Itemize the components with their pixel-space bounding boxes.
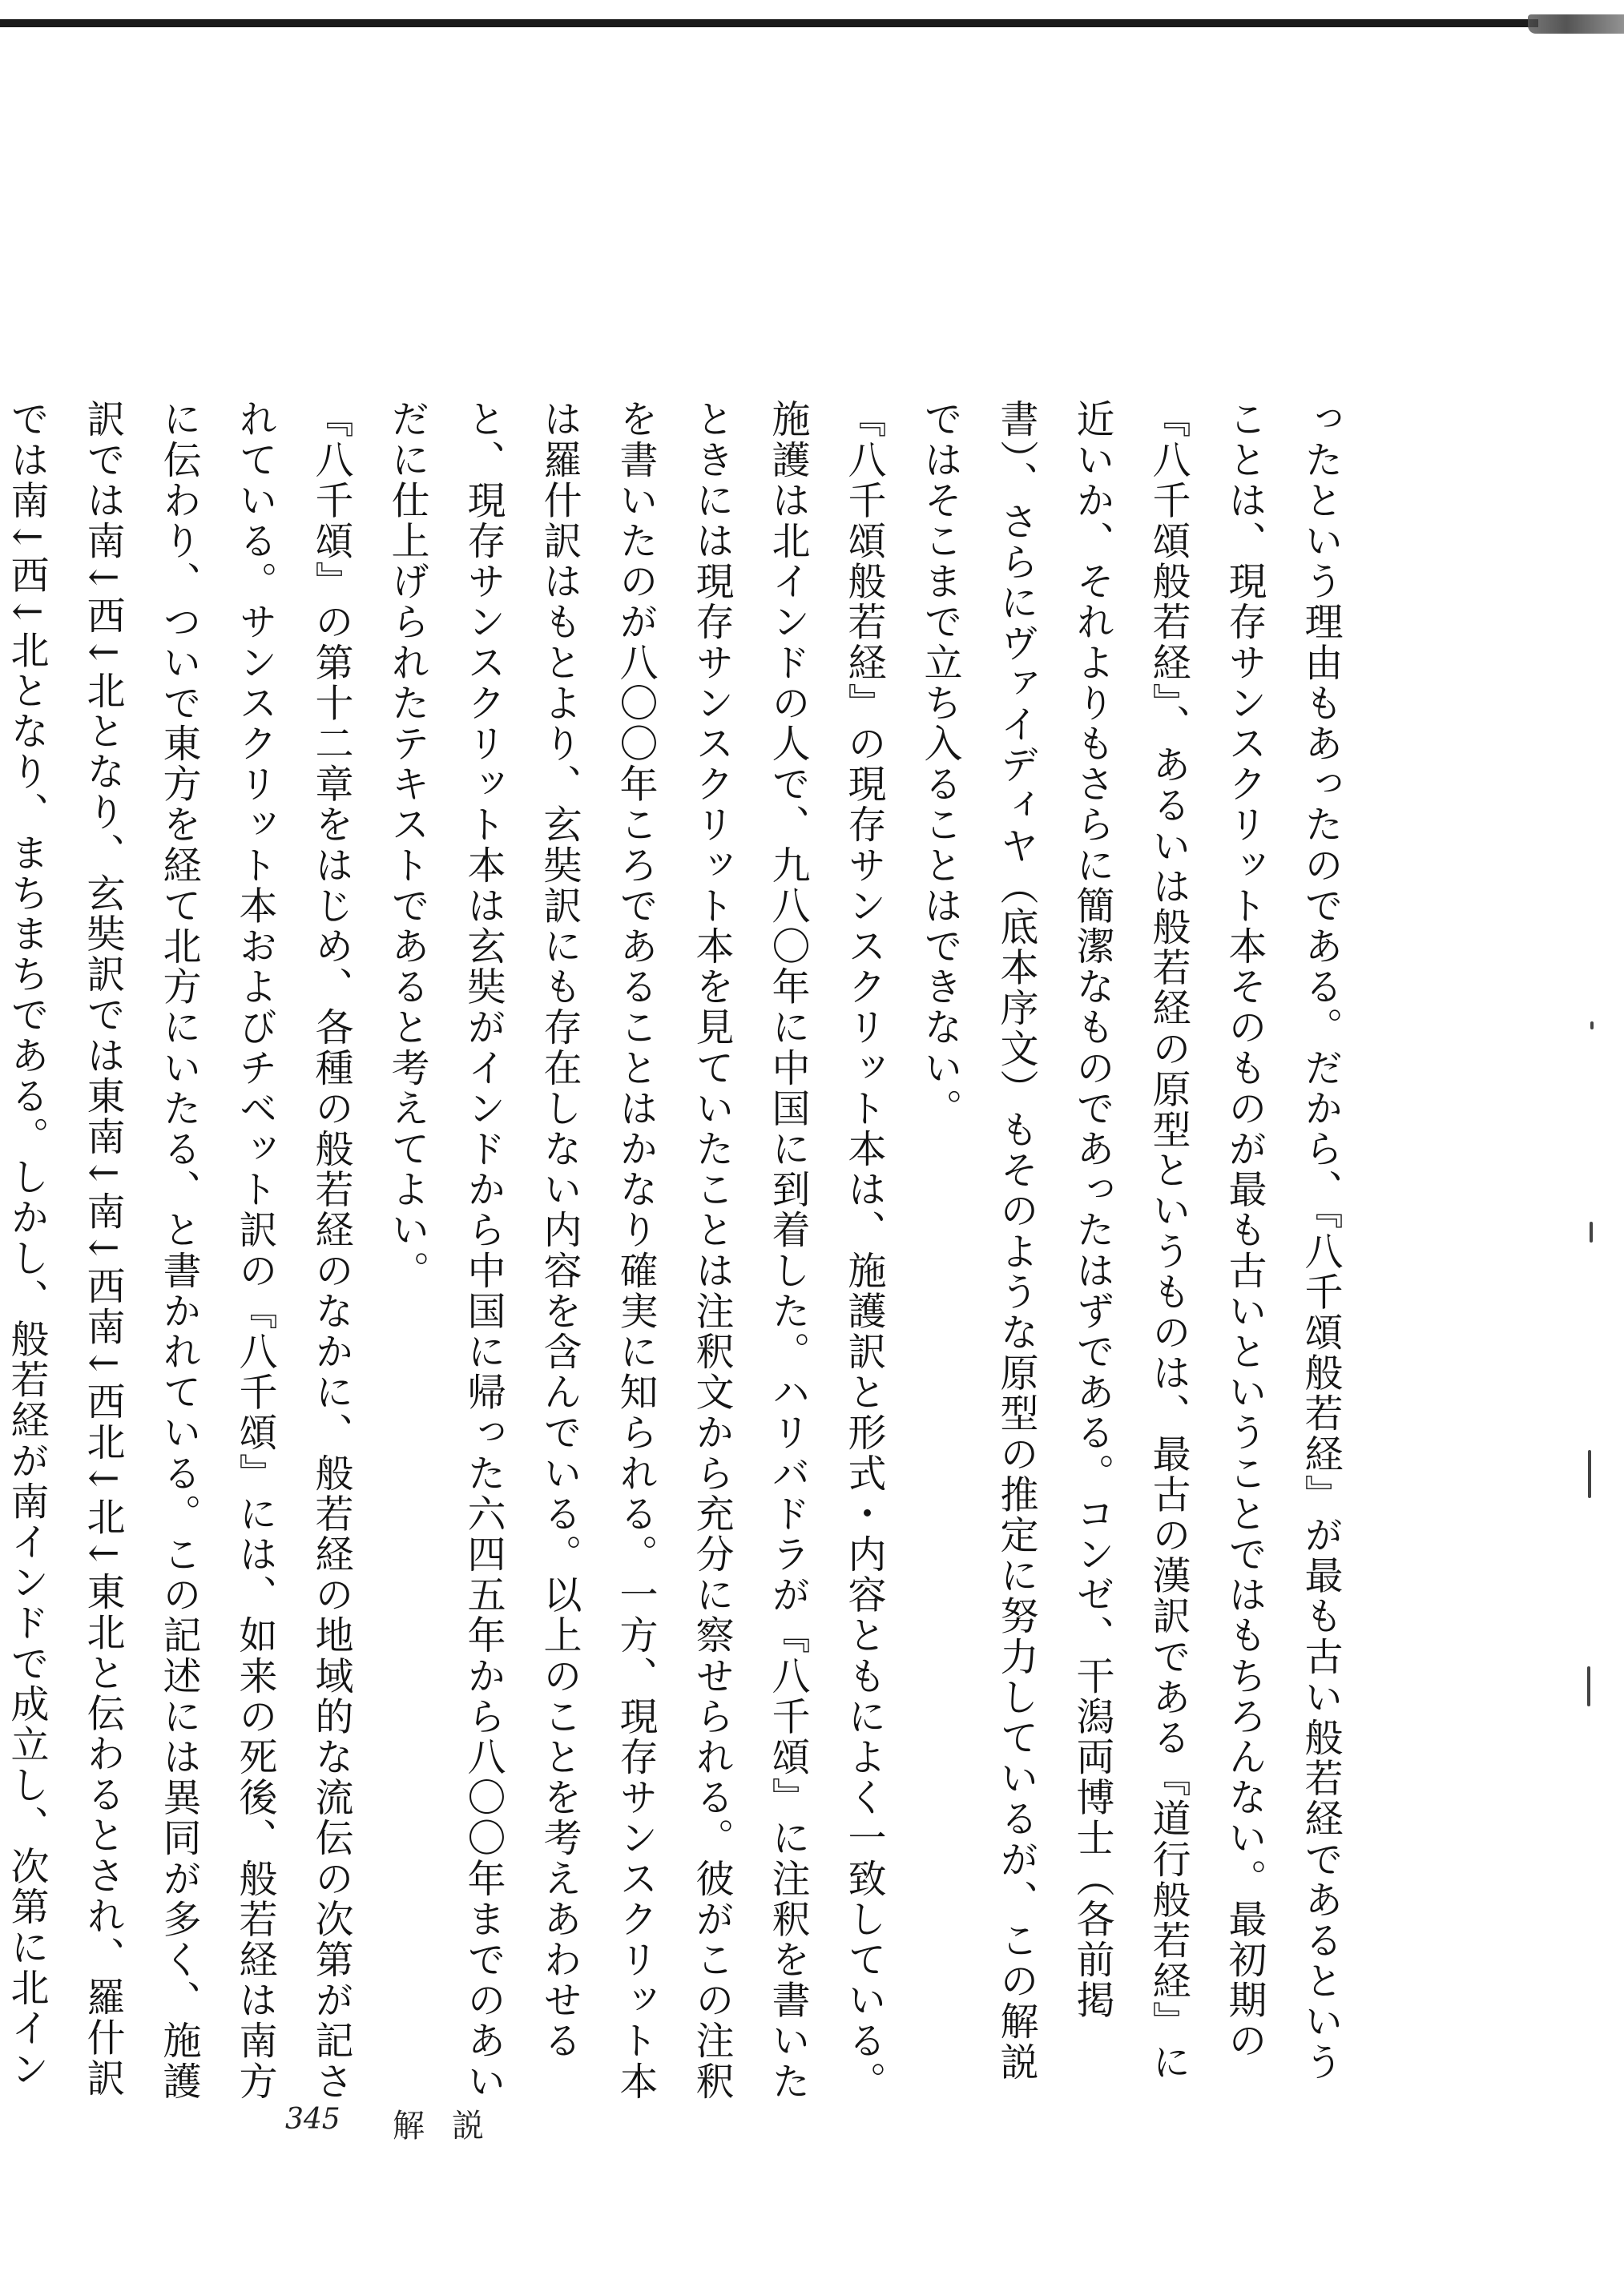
paragraph-3: 『八千頌』の第十二章をはじめ、各種の般若経のなかに、般若経の地域的な流伝の次第が記されている。サンスクリット本およびチベット訳の『八千頌』には、如来の死後、般若経は南方に伝わり、ついで東方を経て北方にいたる、と書かれている。この記述には異同が多く、施護訳では南↓西↓北となり、玄奘訳では東南↓南↓西南↓西北↓北↓東北と伝わるとされ、羅什訳では南↓西↓北となり、まちまちである。しかし、般若経が南インドで成立し、次第に北イン bbox=[4, 399, 353, 2102]
margin-mark bbox=[1590, 1021, 1594, 1029]
margin-mark bbox=[1587, 1666, 1590, 1706]
margin-mark bbox=[1590, 1222, 1593, 1243]
paragraph-1: ったという理由もあったのである。だから、『八千頌般若経』が最も古い般若経であるということは、現存サンスクリット本そのものが最も古いということではもちろんない。最初期の『八千頌般若経』、あるいは般若経の原型というものは、最古の漢訳である『道行般若経』に近いか、それよりもさらに簡潔なものであったはずである。コンゼ、干潟両博士（各前掲書）、さらにヴァイディヤ（底本序文）もそのような原型の推定に努力しているが、この解説ではそこまで立ち入ることはできない。 bbox=[917, 399, 1343, 2083]
vertical-text-body bbox=[0, 399, 1358, 2113]
paragraph-2: 『八千頌般若経』の現存サンスクリット本は、施護訳と形式・内容ともによく一致している。施護は北インドの人で、九八〇年に中国に到着した。ハリバドラが『八千頌』に注釈を書いたときには現存サンスクリット本を見ていたことは注釈文から充分に察せられる。彼がこの注釈を書いたのが八〇〇年ころであることはかなり確実に知られる。一方、現存サンスクリット本は羅什訳はもとより、玄奘訳にも存在しない内容を含んでいる。以上のことを考えあわせると、現存サンスクリット本は玄奘がインドから中国に帰った六四五年から八〇〇年までのあいだに仕上げられたテキストであると考えてよい。 bbox=[385, 399, 886, 2102]
top-rule bbox=[0, 19, 1538, 27]
running-head: 解説 bbox=[393, 2108, 511, 2145]
page-number: 345 bbox=[285, 2103, 341, 2136]
top-rule-smudge bbox=[1528, 14, 1624, 34]
margin-mark bbox=[1588, 1450, 1591, 1498]
